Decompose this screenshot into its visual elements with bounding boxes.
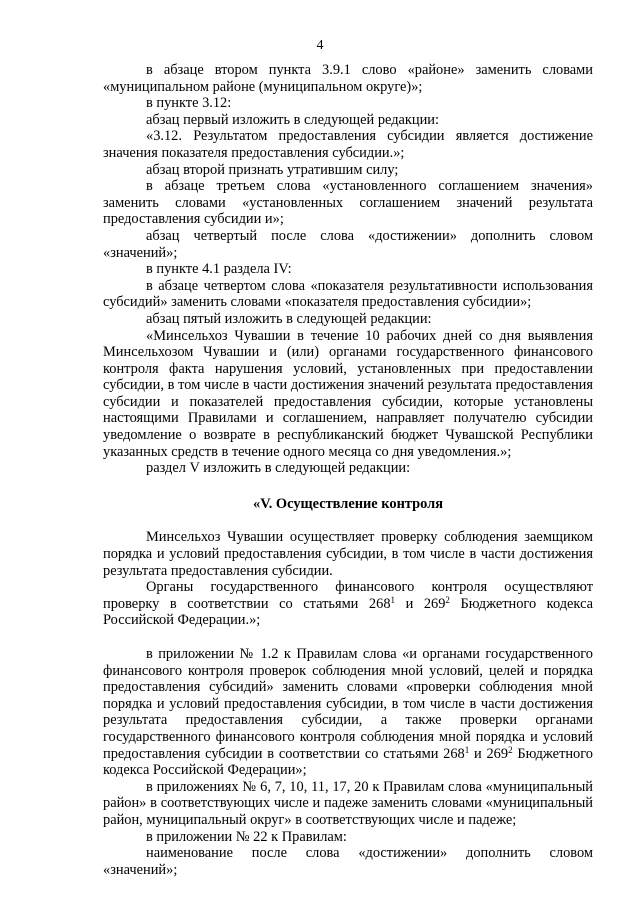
paragraph: Минсельхоз Чувашии осуществляет проверку соблюдения заемщиком порядка и условий предоставления субсидии, в том числе в части достижения результата предоставления субсидии.	[103, 529, 593, 579]
paragraph: абзац пятый изложить в следующей редакции:	[146, 310, 432, 327]
text-fragment: Бюджетного кодекса Российской Федерации»;	[103, 745, 593, 779]
paragraph: абзац четвертый после слова «достижении» дополнить словом «значений»;	[103, 227, 593, 261]
text-fragment: в приложении № 1.2 к Правилам слова «и органами государственного финансового контроля проверок соблюдения мной условий, целей и порядка предоставления субсидий» заменить словами «проверки соблюдения мной порядка и условий предоставления субсидии, в том числе в части достижения результата предоставления субсидии, а также проверки органами государственного финансового контроля соблюдения мной порядка и условий предоставления субсидии в соответствии со статьями 268	[103, 646, 593, 762]
paragraph: раздел V изложить в следующей редакции:	[146, 460, 411, 477]
text-fragment: и 269	[469, 745, 509, 762]
paragraph: «3.12. Результатом предоставления субсидии является достижение значения показателя предоставления субсидии.»;	[103, 128, 593, 161]
paragraph-with-footnote-refs	[103, 646, 593, 779]
paragraph: абзац первый изложить в следующей редакции:	[146, 111, 440, 128]
paragraph: в абзаце четвертом слова «показателя результативности использования субсидий» заменить словами «показателя предоставления субсидии»;	[103, 277, 593, 311]
paragraph: в приложении № 22 к Правилам:	[146, 828, 347, 845]
text-fragment: Бюджетного кодекса Российской Федерации.»;	[103, 595, 594, 629]
section-heading: «V. Осуществление контроля	[253, 495, 443, 512]
paragraph: «Минсельхоз Чувашии в течение 10 рабочих дней со дня выявления Минсельхозом Чувашии и (или) органами государственного финансового контроля факта нарушения условий, установленных при предоставлении субсидии, в том числе в части достижения значений результата предоставления субсидии и показателей предоставления субсидии, которые установлены настоящими Правилами и соглашением, направляет получателю субсидии уведомление о возврате в республиканский бюджет Чувашской Республики указанных средств в течение одного месяца со дня уведомления.»;	[103, 327, 593, 460]
paragraph: в пункте 4.1 раздела IV:	[146, 261, 292, 278]
paragraph: в абзаце третьем слова «установленного соглашением значения» заменить словами «установленных соглашением значений результата предоставления субсидии и»;	[103, 178, 593, 228]
paragraph: абзац второй признать утратившим силу;	[146, 161, 399, 178]
paragraph: в абзаце втором пункта 3.9.1 слово «районе» заменить словами «муниципальном районе (муниципальном округе)»;	[103, 62, 593, 95]
paragraph: в приложениях № 6, 7, 10, 11, 17, 20 к Правилам слова «муниципальный район» в соответствующих числе и падеже заменить словами «муниципальный район, муниципальный округ» в соответствующих числе и падеже;	[103, 778, 593, 828]
page-number: 4	[316, 38, 324, 53]
text-fragment: и 269	[395, 595, 446, 612]
superscript: 1	[464, 744, 470, 755]
paragraph: наименование после слова «достижении» дополнить словом «значений»;	[103, 845, 593, 878]
paragraph-with-footnote-refs	[103, 579, 593, 629]
superscript: 1	[390, 594, 396, 605]
paragraph: в пункте 3.12:	[146, 95, 232, 112]
text-fragment: Органы государственного финансового контроля осуществляют проверку в соответствии со статьями 268	[103, 579, 593, 612]
superscript: 2	[508, 744, 513, 755]
document-body	[103, 62, 593, 878]
superscript: 2	[445, 594, 450, 605]
